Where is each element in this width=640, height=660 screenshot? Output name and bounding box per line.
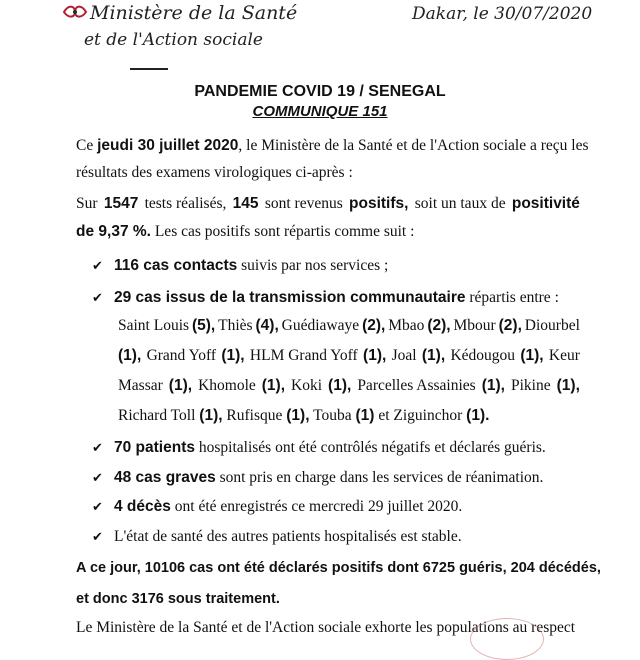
text-bold: positivité <box>511 195 580 212</box>
locality: Koki <box>291 377 323 394</box>
locality-count: (1), <box>221 347 245 364</box>
positive-count: 145 <box>232 195 259 212</box>
locality-count: (1), <box>328 377 352 394</box>
text: soit un taux de <box>414 195 506 212</box>
rate-line <box>76 224 414 240</box>
locality-count: (4), <box>255 317 279 334</box>
check-icon: ✔ <box>92 441 103 456</box>
ministry-name-line1: Ministère de la Santé <box>90 2 298 24</box>
check-icon: ✔ <box>92 500 103 515</box>
locality: Pikine <box>510 377 551 394</box>
locality: Saint Louis <box>118 317 190 334</box>
locality: Richard Toll <box>118 407 196 424</box>
text: hospitalisés ont été contrôlés négatifs et déclarés guéris. <box>194 439 546 456</box>
tests-count: 1547 <box>103 195 139 212</box>
locality: Kédougou <box>450 347 516 364</box>
text: Ce <box>76 137 98 154</box>
text: suivis par nos services ; <box>237 257 389 274</box>
locality: Joal <box>391 347 417 364</box>
community-count: 29 cas issus de la transmission communautaire <box>114 289 466 306</box>
tests-line <box>76 196 580 212</box>
locality-count: (1). <box>466 407 490 424</box>
locality: Parcelles Assainies <box>357 377 476 394</box>
check-icon: ✔ <box>92 291 103 306</box>
official-stamp <box>470 618 544 660</box>
locality-count: (1), <box>421 347 446 364</box>
localities-line-4 <box>118 408 489 424</box>
dateline: Dakar, le 30/07/2020 <box>412 4 593 24</box>
locality-count: (2), <box>362 317 386 334</box>
locality: Thiès <box>218 317 253 334</box>
locality-count: (5), <box>191 317 216 334</box>
locality: Mbour <box>453 317 496 334</box>
locality-count: (1) <box>355 407 375 424</box>
text: répartis entre : <box>465 289 559 306</box>
recovered-count: 70 patients <box>114 439 195 456</box>
positivity-rate: de 9,37 %. <box>76 223 151 240</box>
check-icon: ✔ <box>92 471 103 486</box>
header-divider <box>130 68 168 70</box>
bullet-recovered <box>114 440 546 456</box>
bullet-deaths <box>114 499 462 515</box>
locality-count: (1), <box>199 407 223 424</box>
closing-line: Le Ministère de la Santé et de l'Action sociale exhorte les populations au respect <box>76 619 576 636</box>
text: tests réalisés, <box>144 195 227 212</box>
text-bold: positifs, <box>349 195 409 212</box>
intro-line-2: résultats des examens virologiques ci-après : <box>76 164 353 181</box>
ministry-logo-icon <box>62 4 88 20</box>
locality: Keur <box>548 347 580 364</box>
date-highlight: jeudi 30 juillet 2020 <box>97 137 239 154</box>
summary-line-1: A ce jour, 10106 cas ont été déclarés positifs dont 6725 guéris, 204 décédés, <box>76 560 601 576</box>
text: Sur <box>76 195 98 212</box>
intro-line-1 <box>76 137 589 154</box>
text: , le Ministère de la Santé et de l'Action sociale a reçu les <box>238 137 589 154</box>
text: sont revenus <box>264 195 343 212</box>
localities-line-1 <box>118 318 580 334</box>
locality: HLM Grand Yoff <box>249 347 358 364</box>
check-icon: ✔ <box>92 259 103 274</box>
summary-line-2: et donc 3176 sous traitement. <box>76 591 280 607</box>
ministry-name-line2: et de l'Action sociale <box>84 30 263 50</box>
contacts-count: 116 cas contacts <box>114 257 238 274</box>
bullet-stable: L'état de santé des autres patients hospitalisés est stable. <box>114 528 462 545</box>
locality-count: (1), <box>286 407 310 424</box>
localities-line-2 <box>118 348 580 364</box>
check-icon: ✔ <box>92 530 103 545</box>
document-title: PANDEMIE COVID 19 / SENEGAL <box>194 83 446 100</box>
severe-count: 48 cas graves <box>114 469 216 486</box>
locality-count: (1), <box>118 347 142 364</box>
locality: Massar <box>118 377 163 394</box>
locality: Mbao <box>388 317 425 334</box>
locality: Guédiawaye <box>281 317 360 334</box>
locality-count: (1), <box>363 347 387 364</box>
localities-line-3 <box>118 378 580 394</box>
locality: Diourbel <box>524 317 580 334</box>
text: ont été enregistrés ce mercredi 29 juillet 2020. <box>170 498 463 515</box>
deaths-count: 4 décès <box>114 498 171 515</box>
communique-number: COMMUNIQUE 151 <box>252 103 388 120</box>
locality: Grand Yoff <box>146 347 217 364</box>
locality: et Ziguinchor <box>378 407 463 424</box>
locality-count: (1), <box>520 347 544 364</box>
locality: Khomole <box>198 377 256 394</box>
text: Les cas positifs sont répartis comme suit : <box>150 223 415 240</box>
bullet-community <box>114 290 559 306</box>
locality-count: (1), <box>481 377 505 394</box>
bullet-contacts <box>114 258 388 274</box>
locality: Touba <box>313 407 352 424</box>
locality-count: (1), <box>556 377 580 394</box>
locality-count: (1), <box>168 377 193 394</box>
locality-count: (2), <box>427 317 451 334</box>
locality: Rufisque <box>226 407 283 424</box>
bullet-severe <box>114 470 543 486</box>
locality-count: (2), <box>498 317 522 334</box>
locality-count: (1), <box>261 377 286 394</box>
text: sont pris en charge dans les services de réanimation. <box>215 469 544 486</box>
